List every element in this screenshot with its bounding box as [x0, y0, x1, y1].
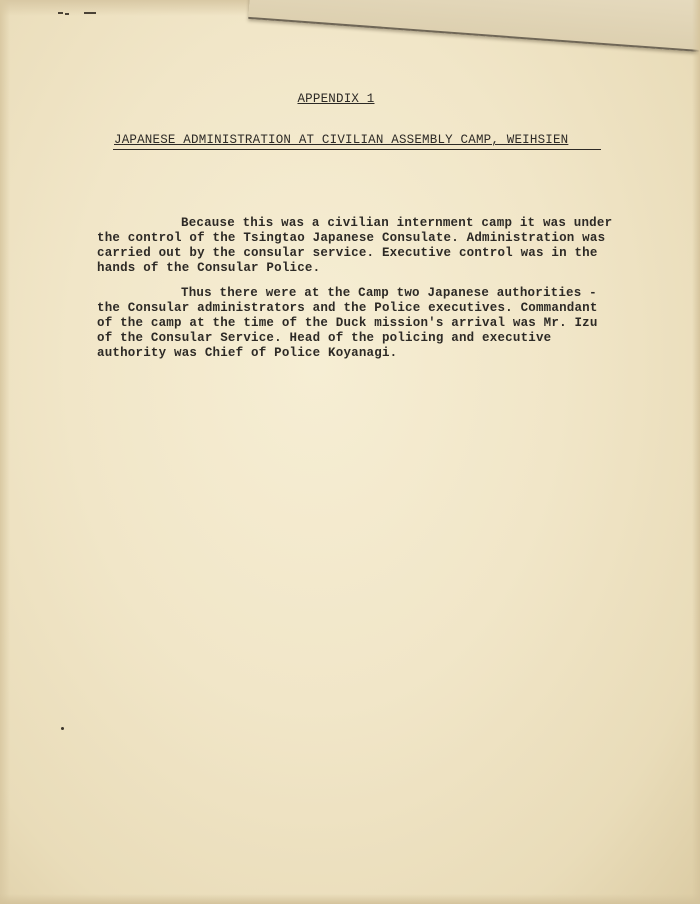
page-bottom-edge: [0, 894, 700, 904]
appendix-title-text: APPENDIX 1: [297, 92, 375, 106]
heading-underline: [113, 149, 601, 150]
paragraph-1-line-4: hands of the Consular Police.: [97, 261, 321, 275]
paragraph-1-line-3: carried out by the consular service. Executive control was in the: [97, 246, 598, 260]
paragraph-2-line-2: the Consular administrators and the Police executives. Commandant: [97, 301, 598, 315]
paragraph-1-line-1: [97, 216, 657, 231]
corner-pen-mark: [58, 12, 100, 18]
ink-dot: [61, 727, 64, 730]
underlying-sheet: [248, 0, 700, 57]
appendix-title: [0, 92, 700, 106]
document-heading: JAPANESE ADMINISTRATION AT CIVILIAN ASSEMBLY CAMP, WEIHSIEN: [114, 133, 569, 147]
paragraph-2-line-5: authority was Chief of Police Koyanagi.: [97, 346, 398, 360]
paragraph-2-line-1: [97, 286, 657, 301]
paragraph-1: [97, 216, 657, 276]
paragraph-2-line-1-text: Thus there were at the Camp two Japanese authorities -: [181, 286, 597, 300]
paragraph-2-line-3: of the camp at the time of the Duck mission's arrival was Mr. Izu: [97, 316, 598, 330]
paragraph-1-line-2: the control of the Tsingtao Japanese Consulate. Administration was: [97, 231, 606, 245]
paragraph-1-line-1-text: Because this was a civilian internment camp it was under: [181, 216, 613, 230]
page-left-edge: [0, 0, 10, 904]
paragraph-2: [97, 286, 657, 361]
page-right-edge: [692, 0, 700, 904]
paragraph-2-line-4: of the Consular Service. Head of the policing and executive: [97, 331, 552, 345]
